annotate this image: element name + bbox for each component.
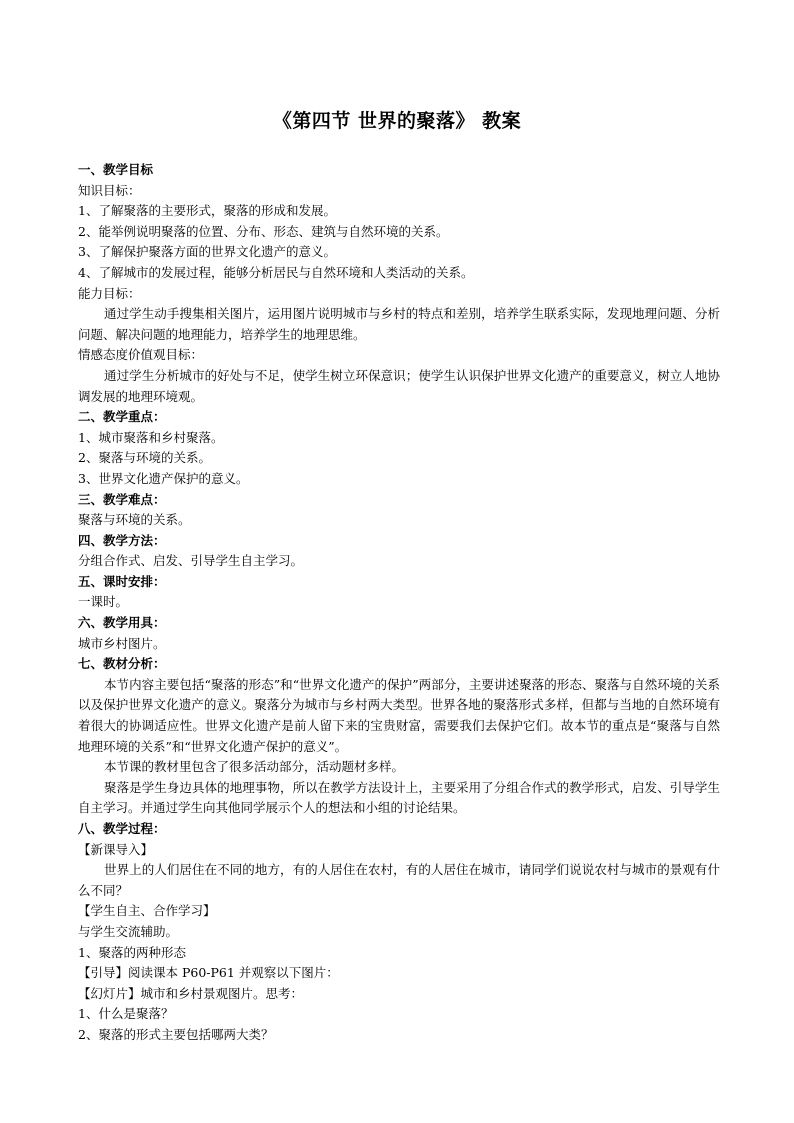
key-point-item: 1、城市聚落和乡村聚落。 [78,429,224,445]
tools-text: 城市乡村图片。 [78,635,166,651]
section-heading-methods: 四、教学方法： [78,532,166,548]
emotion-goal-label: 情感态度价值观目标： [78,347,204,363]
intro-label: 【新课导入】 [78,841,154,857]
knowledge-item: 1、了解聚落的主要形式，聚落的形成和发展。 [78,203,336,219]
analysis-paragraph: 本节课的教材里包含了很多活动部分，活动题材多样。 [104,759,405,775]
knowledge-item: 2、能举例说明聚落的位置、分布、形态、建筑与自然环境的关系。 [78,223,449,239]
intro-text: 世界上的人们居住在不同的地方，有的人居住在农村，有的人居住在城市，请同学们说说农村与城市的景观有什么不同？ [78,862,720,898]
section-heading-schedule: 五、课时安排： [78,573,166,589]
analysis-paragraph: 聚落是学生身边具体的地理事物，所以在教学方法设计上，主要采用了分组合作式的教学形式，启发、引导学生自主学习。并通过学生向其他同学展示个人的想法和小组的讨论结果。 [78,779,720,816]
document-body [78,160,720,1046]
difficulty-text: 聚落与环境的关系。 [78,512,191,528]
analysis-paragraph: 本节内容主要包括“聚落的形态”和“世界文化遗产的保护”两部分，主要讲述聚落的形态、聚落与自然环境的关系以及保护世界文化遗产的意义。聚落分为城市与乡村两大类型。世界各地的聚落形式多样，但都与当地的自然环境有着很大的协调适应性。世界文化遗产是前人留下来的宝贵财富，需要我们去保护它们。故本节的重点是“聚落与自然地理环境的关系”和“世界文化遗产保护的意义”。 [78,676,720,754]
ability-goal-text: 通过学生动手搜集相关图片，运用图片说明城市与乡村的特点和差别，培养学生联系实际，发现地理问题、分析问题、解决问题的地理能力，培养学生的地理思维。 [78,306,720,342]
question-item: 1、什么是聚落？ [78,1006,174,1022]
ability-goal-label: 能力目标： [78,285,141,301]
document-title: 《第四节 世界的聚落》 教案 [272,110,522,132]
section-heading-analysis: 七、教材分析： [78,656,166,672]
emotion-goal-text: 通过学生分析城市的好处与不足，使学生树立环保意识；使学生认识保护世界文化遗产的重要意义，树立人地协调发展的地理环境观。 [78,367,720,404]
knowledge-item: 3、了解保护聚落方面的世界文化遗产的意义。 [78,244,336,260]
slide-text: 【幻灯片】城市和乡村景观图片。思考： [78,985,304,1001]
section-heading-process: 八、教学过程： [78,821,166,836]
section-heading-difficulties: 三、教学难点： [78,491,166,507]
schedule-text: 一课时。 [78,594,129,610]
self-study-label: 【学生自主、合作学习】 [78,903,216,919]
self-study-text: 与学生交流辅助。 [78,923,179,939]
knowledge-goal-label: 知识目标： [78,182,141,198]
guide-text: 【引导】阅读课本 P60-P61 并观察以下图片： [78,965,339,981]
methods-text: 分组合作式、启发、引导学生自主学习。 [78,553,304,569]
key-point-item: 2、聚落与环境的关系。 [78,450,211,466]
question-item: 2、聚落的形式主要包括哪两大类？ [78,1026,274,1042]
section-heading-key-points: 二、教学重点： [78,409,166,425]
key-point-item: 3、世界文化遗产保护的意义。 [78,470,249,486]
knowledge-item: 4、了解城市的发展过程，能够分析居民与自然环境和人类活动的关系。 [78,264,474,280]
section-heading-objectives: 一、教学目标 [78,162,154,177]
process-point: 1、聚落的两种形态 [78,944,186,960]
section-heading-tools: 六、教学用具： [78,615,166,631]
